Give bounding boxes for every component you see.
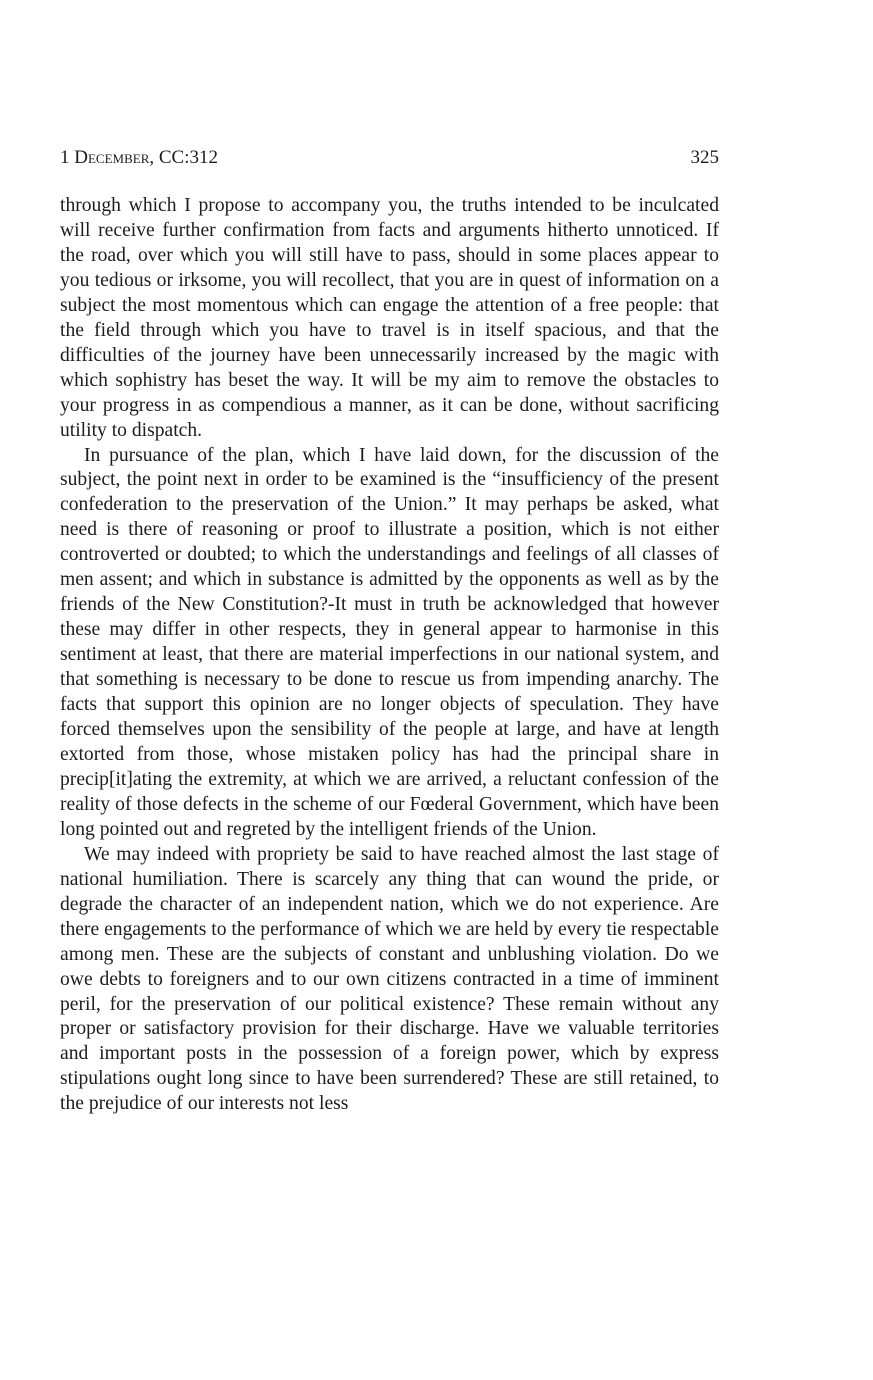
running-head-date (60, 145, 218, 171)
running-head (60, 145, 719, 171)
running-head-month: December (74, 147, 150, 168)
paragraph-humiliation: We may indeed with propriety be said to have reached almost the last stage of national humiliation. There is scarcely any thing that can wound the pride, or degrade the character of an independent nation, which we do not experience. Are there engagements to the performance of which we are held by every tie respectable among men. These are the subjects of constant and unblushing violation. Do we owe debts to foreigners and to our own citizens contracted in a time of imminent peril, for the preservation of our political existence? These remain without any proper or satisfactory provision for their discharge. Have we valuable territories and important posts in the possession of a foreign power, which by express stipulations ought long since to have been surrendered? These are still retained, to the prejudice of our interests not less (60, 843, 719, 1115)
document-reference: CC:312 (158, 147, 218, 168)
paragraph-continued: through which I propose to accompany you, the truths intended to be inculcated will receive further confirmation from facts and arguments hitherto unnoticed. If the road, over which you will still have to pass, should in some places appear to you tedious or irksome, you will recollect, that you are in quest of information on a subject the most momentous which can engage the attention of a free people: that the field through which you have to travel is in itself spacious, and that the difficulties of the journey have been unnecessarily increased by the magic with which sophistry has beset the way. It will be my aim to remove the obstacles to your progress in as compendious a manner, as it can be done, without sacrificing utility to dispatch. (60, 195, 719, 441)
paragraph-insufficiency: In pursuance of the plan, which I have laid down, for the discussion of the subject, the point next in order to be examined is the “insufficiency of the present confederation to the preservation of the Union.” It may perhaps be asked, what need is there of reasoning or proof to illustrate a position, which is not either controverted or doubted; to which the understandings and feelings of all classes of men assent; and which in substance is admitted by the opponents as well as by the friends of the New Constitution?-It must in truth be acknowledged that however these may differ in other respects, they in general appear to harmonise in this sentiment at least, that there are material imperfections in our national system, and that something is necessary to be done to rescue us from impending anarchy. The facts that support this opinion are no longer objects of speculation. They have forced themselves upon the sensibility of the people at large, and have at length extorted from those, whose mistaken policy has had the principal share in precip[it]ating the extremity, at which we are arrived, a reluctant confession of the reality of those defects in the scheme of our Fœderal Government, which have been long pointed out and regreted by the intelligent friends of the Union. (60, 444, 719, 840)
page-number: 325 (690, 147, 719, 168)
running-head-day: 1 (60, 147, 70, 168)
running-head-separator: , (149, 147, 155, 168)
body-text (60, 194, 719, 1117)
